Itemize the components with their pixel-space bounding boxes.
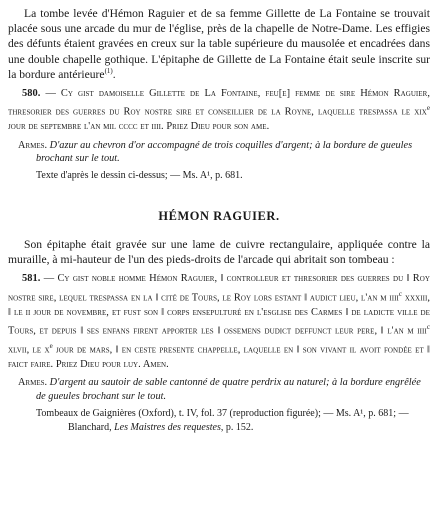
footnote-marker[interactable]: (1) [104, 66, 113, 75]
source-note-580: Texte d'après le dessin ci-dessus; — Ms. A¹, p. 681. [36, 169, 243, 181]
second-paragraph: Son épitaphe était gravée sur une lame de cuivre rectangulaire, appliquée contre la muraille, à mi-hauteur de l'un des pieds-droits de l'arcade qui abritait son tombeau : [8, 237, 430, 267]
epitaph-text-continued: jour de septembre l'an mil cccc et iiii. Priez Dieu pour son ame. [8, 121, 270, 133]
epitaph-entry-580 [8, 87, 430, 135]
source-page: , p. 152. [220, 421, 254, 433]
epitaph-text-part-2: xxxiii, ‖ le ii jour de novembre, et fust son ‖ corps ensepulturé en l'esglise des Carmes ‖ de ladicte ville de Tours, et depuis ‖ ses enfans firent apporter les ‖ ossemens dudict deffunct leur pere, ‖ l'an m iiii [8, 292, 430, 337]
superscript: c [426, 322, 430, 331]
intro-paragraph: La tombe levée d'Hémon Raguier et de sa femme Gillette de La Fontaine se trouvait placée sous une arcade du mur de l'église, près de la chapelle de Notre-Dame. Les effigies des défunts étaient gravées en creux sur la table supérieure du mausolée et encadrées dans une double chapelle gothique. L'épitaphe de Gillette de La Fontaine était seule inscrite sur la bordure antérieure$^{(1)}$. [8, 7, 430, 81]
arms-580 [8, 139, 430, 166]
superscript: e [426, 104, 430, 113]
entry-number: 580. [22, 88, 41, 100]
source-note-581 [8, 407, 430, 434]
superscript: e [49, 341, 53, 350]
arms-581 [8, 376, 430, 403]
source-author: Blanchard, [68, 421, 115, 433]
epitaph-text-part-4: jour de mars, ‖ en ceste presente chappelle, laquelle en ‖ son vivant il avoit fondée et ‖ faict faire. Priez Dieu pour luy. Amen. [8, 344, 430, 370]
source-line-1: Tombeaux de Gaignières (Oxford), t. IV, fol. 37 (reproduction figurée); — Ms. A¹, p. 681; — [36, 408, 409, 420]
section-heading: HÉMON RAGUIER. [158, 208, 280, 223]
epitaph-text: — Cy gist noble homme Hémon Raguier, ‖ controlleur et thresorier des guerres du ‖ Roy nostre sire, lequel trespassa en la ‖ cité de Tours, le Roy lors estant ‖ audict lieu, l'an m iiii [8, 273, 430, 304]
intro-paragraph-text: La tombe levée d'Hémon Raguier et de sa femme Gillette de La Fontaine se trouvait placée sous une arcade du mur de l'église, près de la chapelle de Notre-Dame. Les effigies des défunts étaient gravées en creux sur la table supérieure du mausolée et encadrées dans une double chapelle gothique. L'épitaphe de Gillette de La Fontaine était seule inscrite sur la bordure antérieure [8, 7, 430, 81]
arms-description: D'argent au sautoir de sable cantonné de quatre perdrix au naturel; à la bordure engrêlée de gueules brochant sur le tout. [36, 377, 421, 402]
source-title: Les Maistres des requestes [114, 421, 221, 433]
superscript: c [398, 289, 403, 298]
source-line-2 [36, 421, 430, 435]
arms-description: D'azur au chevron d'or accompagné de trois coquilles d'argent; à la bordure de gueules brochant sur le tout. [36, 139, 413, 165]
epitaph-entry-581 [8, 272, 430, 372]
epitaph-text: — Cy gist damoiselle Gillette de La Fontaine, feu[e] femme de sire Hémon Raguier, thresorier des guerres du Roy nostre sire et conseillier de la Royne, laquelle trespassa le xix [8, 88, 430, 118]
arms-label: Armes. [18, 377, 48, 389]
arms-label: Armes. [18, 139, 48, 151]
entry-number: 581. [22, 273, 41, 285]
epitaph-text-part-3: xlvii, le x [8, 344, 50, 356]
